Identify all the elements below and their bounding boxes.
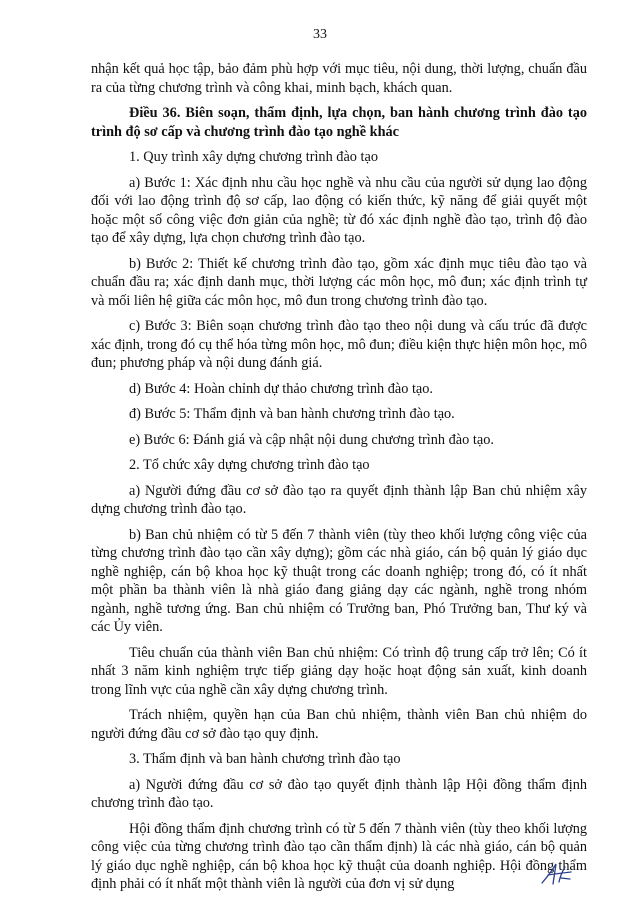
- paragraph: a) Bước 1: Xác định nhu cầu học nghề và nhu cầu của người sử dụng lao động đối với lao động trình độ sơ cấp, lao động có kiến thức, kỹ năng để giải quyết một hoặc một số công việc đơn giản của nghề; từ đó xác định nghề đào tạo, trình độ đào tạo để xây dựng, lựa chọn chương trình đào tạo.: [91, 174, 587, 246]
- paragraph-continuation: nhận kết quả học tập, bảo đảm phù hợp với mục tiêu, nội dung, thời lượng, chuẩn đầu ra của từng chương trình và công khai, minh bạch, khách quan.: [91, 61, 587, 96]
- paragraph: b) Bước 2: Thiết kế chương trình đào tạo, gồm xác định mục tiêu đào tạo và chuẩn đầu ra; xác định danh mục, thời lượng các môn học, mô đun; xác định trình tự và mối liên hệ giữa các môn học, mô đun trong chương trình đào tạo.: [91, 255, 587, 309]
- paragraph: Trách nhiệm, quyền hạn của Ban chủ nhiệm, thành viên Ban chủ nhiệm do người đứng đầu cơ sở đào tạo quy định.: [91, 707, 587, 742]
- paragraph: a) Người đứng đầu cơ sở đào tạo quyết định thành lập Hội đồng thẩm định chương trình đào tạo.: [91, 776, 587, 811]
- article-heading: Điều 36. Biên soạn, thẩm định, lựa chọn, ban hành chương trình đào tạo trình độ sơ cấp và chương trình đào tạo nghề khác: [91, 105, 587, 140]
- paragraph: e) Bước 6: Đánh giá và cập nhật nội dung chương trình đào tạo.: [129, 431, 494, 448]
- section-heading: 1. Quy trình xây dựng chương trình đào tạo: [129, 149, 378, 165]
- paragraph: b) Ban chủ nhiệm có từ 5 đến 7 thành viên (tùy theo khối lượng công việc của từng chương trình đào tạo cần xây dựng); gồm các nhà giáo, cán bộ quản lý giáo dục nghề nghiệp, cán bộ khoa học kỹ thuật trong các doanh nghiệp; trong đó, có ít nhất một phần ba thành viên là nhà giáo đang giảng dạy các ngành, nghề trong nhóm ngành, nghề tương ứng. Ban chủ nhiệm có Trưởng ban, Phó Trưởng ban, Thư ký và các Ủy viên.: [91, 526, 587, 635]
- paragraph: c) Bước 3: Biên soạn chương trình đào tạo theo nội dung và cấu trúc đã được xác định, trong đó cụ thể hóa từng môn học, mô đun; điều kiện thực hiện môn học, mô đun; phương pháp và nội dung đánh giá.: [91, 318, 587, 371]
- paragraph: Hội đồng thẩm định chương trình có từ 5 đến 7 thành viên (tùy theo khối lượng công việc của từng chương trình đào tạo cần thẩm định) là các nhà giáo, cán bộ quản lý giáo dục nghề nghiệp, cán bộ khoa học kỹ thuật của doanh nghiệp. Hội đồng thẩm định phải có ít nhất một thành viên là người của đơn vị sử dụng: [91, 820, 587, 892]
- section-heading: 3. Thẩm định và ban hành chương trình đào tạo: [129, 751, 401, 767]
- section-heading: 2. Tổ chức xây dựng chương trình đào tạo: [129, 457, 370, 473]
- paragraph: đ) Bước 5: Thẩm định và ban hành chương trình đào tạo.: [129, 406, 455, 422]
- paragraph: d) Bước 4: Hoàn chỉnh dự thảo chương trình đào tạo.: [129, 380, 433, 397]
- paragraph: a) Người đứng đầu cơ sở đào tạo ra quyết định thành lập Ban chủ nhiệm xây dựng chương trình đào tạo.: [91, 482, 587, 517]
- document-body: [91, 60, 587, 901]
- paragraph: Tiêu chuẩn của thành viên Ban chủ nhiệm: Có trình độ trung cấp trở lên; Có ít nhất 3 năm kinh nghiệm trực tiếp giảng dạy hoặc hoạt động sản xuất, kinh doanh trong lĩnh vực của nghề cần xây dựng chương trình.: [91, 644, 587, 698]
- page-number: 33: [313, 27, 327, 42]
- initial-signature: [540, 862, 574, 886]
